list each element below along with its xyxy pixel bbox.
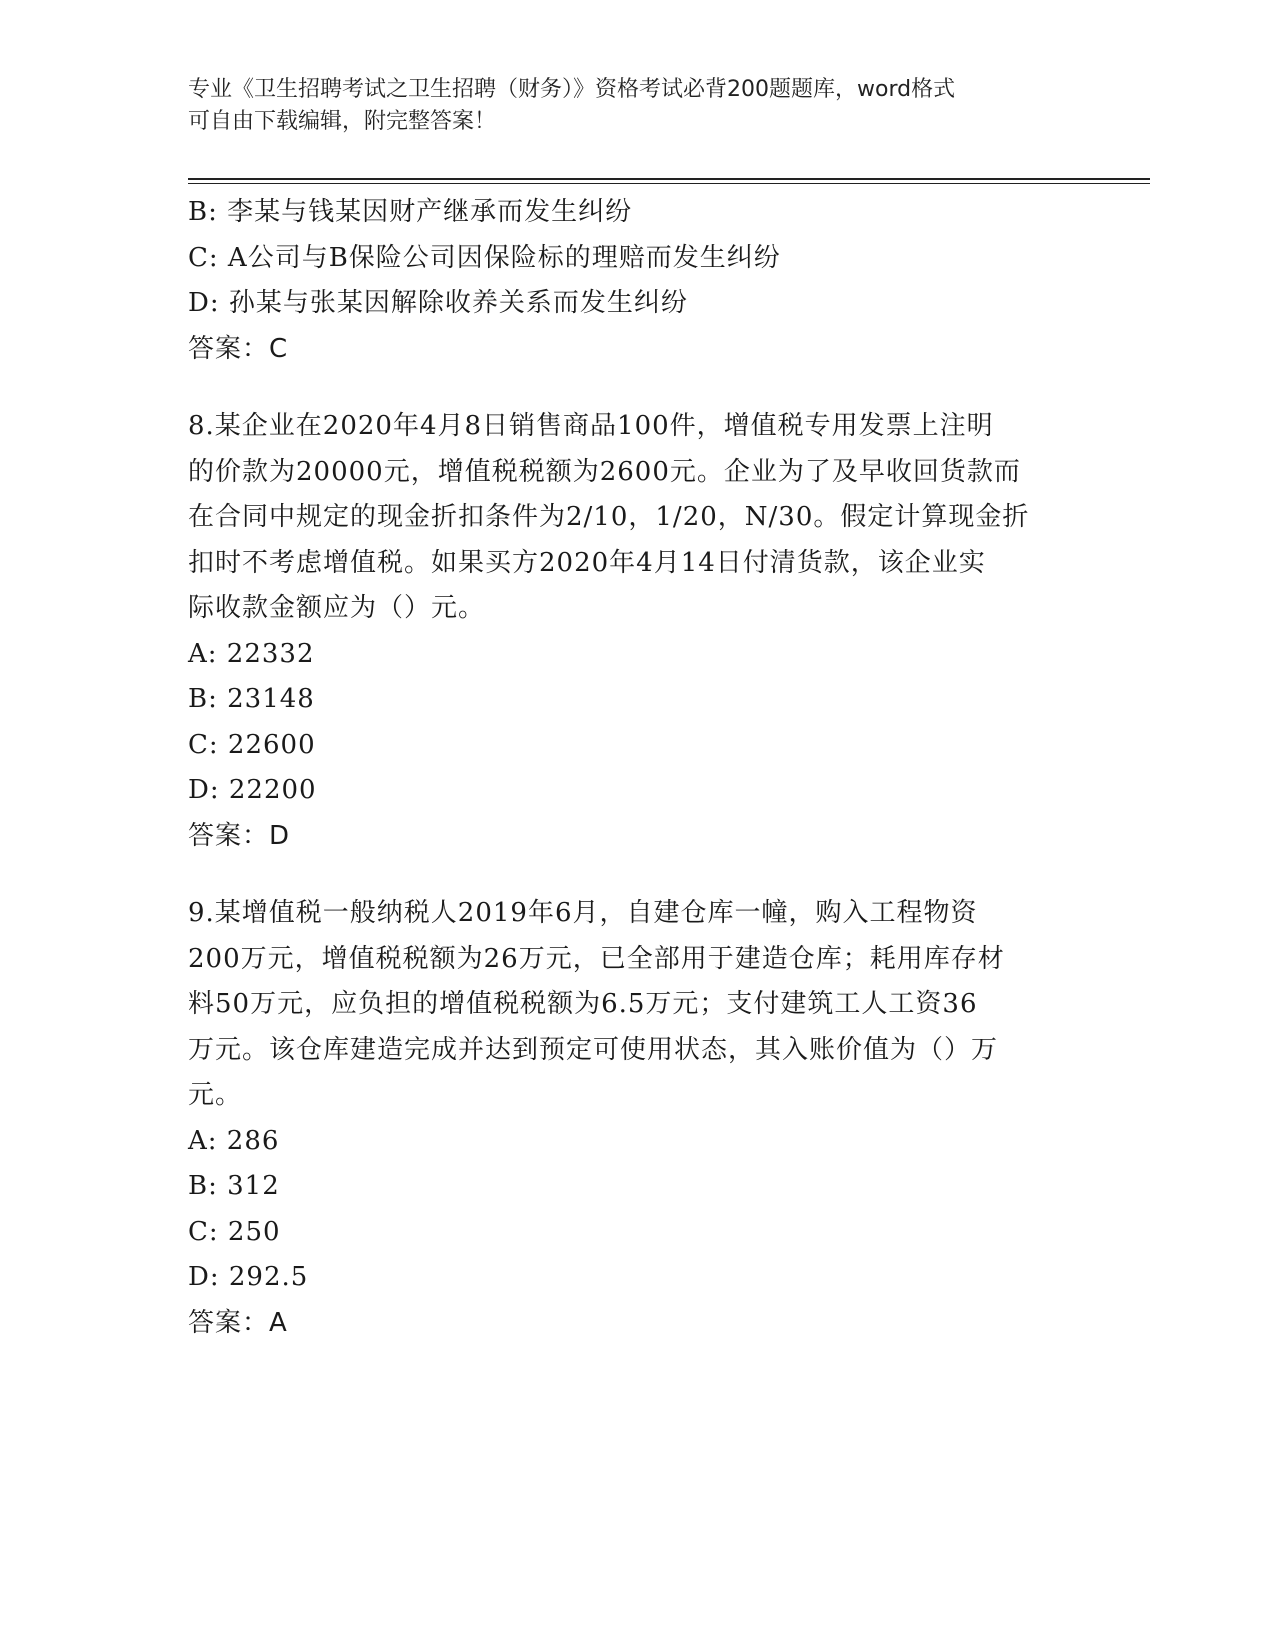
question-stem-line: 200万元，增值税税额为26万元，已全部用于建造仓库；耗用库存材 xyxy=(188,943,1005,974)
option-d: D: 292.5 xyxy=(188,1262,309,1292)
option-a: A: 286 xyxy=(188,1125,280,1156)
header-line-1: 专业《卫生招聘考试之卫生招聘（财务）》资格考试必背200题题库，word格式 xyxy=(188,77,956,102)
option-c: C: 22600 xyxy=(188,729,316,760)
question-8 xyxy=(188,404,1088,859)
option-b: B: 312 xyxy=(188,1171,280,1201)
answer-label: 答案：A xyxy=(188,1307,288,1338)
question-7-continued xyxy=(188,190,1088,372)
option-b: B: 李某与钱某因财产继承而发生纠纷 xyxy=(188,197,633,227)
question-stem-line: 9.某增值税一般纳税人2019年6月，自建仓库一幢，购入工程物资 xyxy=(188,898,978,928)
option-d: D: 孙某与张某因解除收养关系而发生纠纷 xyxy=(188,288,688,318)
option-c: C: 250 xyxy=(188,1216,281,1247)
answer-label: 答案：C xyxy=(188,333,289,364)
question-stem-line: 料50万元，应负担的增值税税额为6.5万元；支付建筑工人工资36 xyxy=(188,989,978,1019)
question-stem-line: 万元。该仓库建造完成并达到预定可使用状态，其入账价值为（）万 xyxy=(188,1034,999,1065)
question-stem-line: 在合同中规定的现金折扣条件为2/10，1/20，N/30。假定计算现金折 xyxy=(188,502,1030,532)
option-a: A: 22332 xyxy=(188,638,315,669)
option-b: B: 23148 xyxy=(188,684,315,714)
question-stem-line: 际收款金额应为（）元。 xyxy=(188,593,486,623)
question-stem-line: 扣时不考虑增值税。如果买方2020年4月14日付清货款，该企业实 xyxy=(188,547,986,578)
question-stem-line: 的价款为20000元，增值税税额为2600元。企业为了及早收回货款而 xyxy=(188,456,1021,487)
question-9 xyxy=(188,891,1088,1346)
answer-label: 答案：D xyxy=(188,820,291,851)
document-header xyxy=(188,74,1088,138)
document-body xyxy=(188,190,1088,1346)
option-d: D: 22200 xyxy=(188,775,317,805)
question-stem-line: 元。 xyxy=(188,1080,243,1110)
option-c: C: A公司与B保险公司因保险标的理赔而发生纠纷 xyxy=(188,242,781,273)
header-line-2: 可自由下载编辑，附完整答案！ xyxy=(188,109,497,134)
header-rule-thin xyxy=(188,183,1150,184)
question-stem-line: 8.某企业在2020年4月8日销售商品100件，增值税专用发票上注明 xyxy=(188,411,994,441)
header-rule-thick xyxy=(188,178,1150,180)
